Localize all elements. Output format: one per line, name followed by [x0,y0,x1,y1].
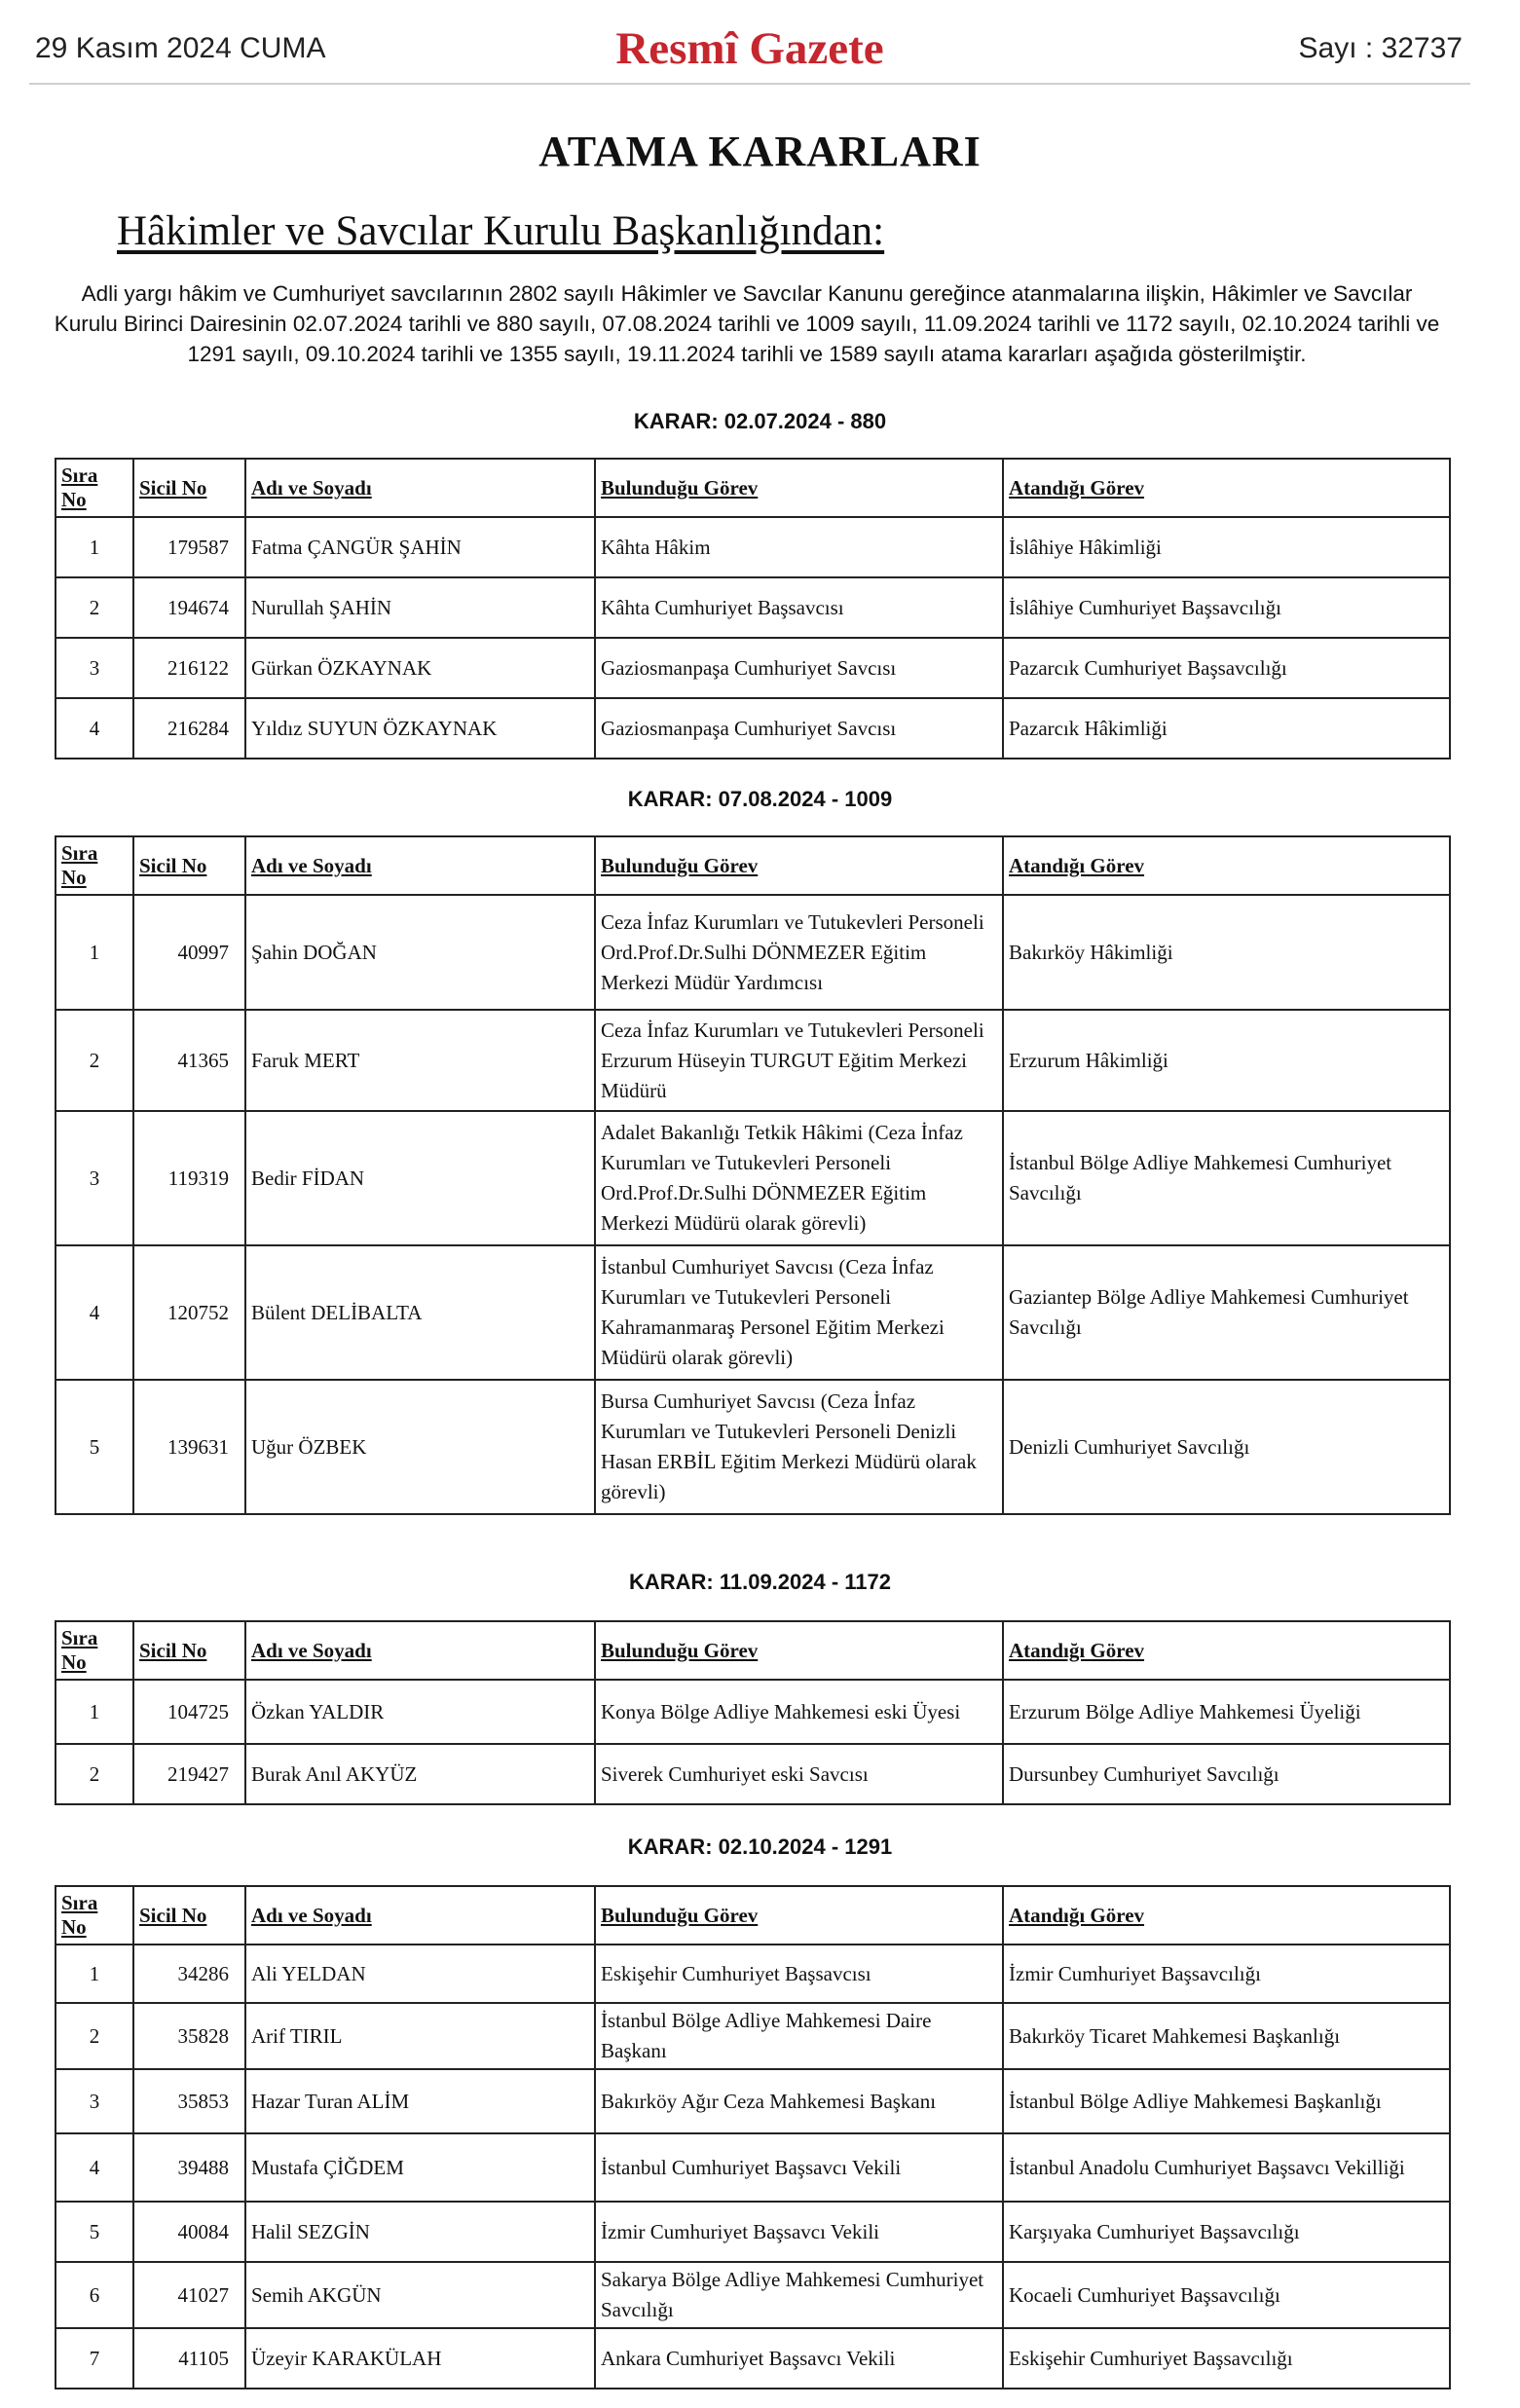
cell-atandigi: İslâhiye Cumhuriyet Başsavcılığı [1003,577,1450,638]
cell-bulundugu: Kâhta Hâkim [595,517,1003,577]
table-header-row [56,836,1450,895]
decision-title: KARAR: 11.09.2024 - 1172 [628,1570,892,1594]
table-row [56,2133,1450,2202]
table-row [56,638,1450,698]
cell-sicil: 41365 [133,1010,245,1111]
cell-bulundugu: Gaziosmanpaşa Cumhuriyet Savcısı [595,698,1003,759]
cell-sira: 1 [56,1680,133,1744]
decision-title: KARAR: 07.08.2024 - 1009 [627,787,893,811]
table-row [56,895,1450,1010]
decision-table [55,1620,1451,1805]
cell-sira: 5 [56,2202,133,2262]
decision-table [55,1885,1451,2389]
table-row [56,2328,1450,2389]
table-row [56,2202,1450,2262]
cell-sira: 1 [56,895,133,1010]
cell-atandigi: İstanbul Bölge Adliye Mahkemesi Başkanlığı [1003,2069,1450,2133]
cell-adi: Uğur ÖZBEK [245,1380,595,1514]
column-header-sicil: Sicil No [133,1621,245,1680]
cell-atandigi: Bakırköy Ticaret Mahkemesi Başkanlığı [1003,2003,1450,2069]
cell-sicil: 179587 [133,517,245,577]
cell-adi: Üzeyir KARAKÜLAH [245,2328,595,2389]
cell-adi: Arif TIRIL [245,2003,595,2069]
table-row [56,1680,1450,1744]
cell-adi: Mustafa ÇİĞDEM [245,2133,595,2202]
table-header-row [56,459,1450,517]
table-row [56,1945,1450,2003]
cell-atandigi: Erzurum Bölge Adliye Mahkemesi Üyeliği [1003,1680,1450,1744]
cell-adi: Ali YELDAN [245,1945,595,2003]
cell-sicil: 139631 [133,1380,245,1514]
column-header-adi: Adı ve Soyadı [245,1621,595,1680]
column-header-atandigi: Atandığı Görev [1003,1621,1450,1680]
cell-sicil: 41027 [133,2262,245,2328]
cell-bulundugu: Ceza İnfaz Kurumları ve Tutukevleri Personeli Erzurum Hüseyin TURGUT Eğitim Merkezi Müdürü [595,1010,1003,1111]
cell-bulundugu: Bakırköy Ağır Ceza Mahkemesi Başkanı [595,2069,1003,2133]
cell-bulundugu: İstanbul Bölge Adliye Mahkemesi Daire Başkanı [595,2003,1003,2069]
table-row [56,1245,1450,1380]
column-header-bulundugu: Bulunduğu Görev [595,1621,1003,1680]
issue-number: Sayı : 32737 [1298,32,1463,64]
table-row [56,577,1450,638]
decision-table [55,835,1451,1515]
cell-bulundugu: İzmir Cumhuriyet Başsavcı Vekili [595,2202,1003,2262]
cell-atandigi: İstanbul Bölge Adliye Mahkemesi Cumhuriyet Savcılığı [1003,1111,1450,1245]
cell-adi: Gürkan ÖZKAYNAK [245,638,595,698]
cell-sicil: 194674 [133,577,245,638]
table-row [56,1111,1450,1245]
decision-table [55,458,1451,759]
cell-sicil: 34286 [133,1945,245,2003]
cell-adi: Hazar Turan ALİM [245,2069,595,2133]
cell-bulundugu: Adalet Bakanlığı Tetkik Hâkimi (Ceza İnfaz Kurumları ve Tutukevleri Personeli Ord.Prof.Dr.Sulhi DÖNMEZER Eğitim Merkezi Müdürü olarak görevli) [595,1111,1003,1245]
column-header-bulundugu: Bulunduğu Görev [595,836,1003,895]
column-header-atandigi: Atandığı Görev [1003,459,1450,517]
cell-sira: 2 [56,577,133,638]
cell-bulundugu: Ceza İnfaz Kurumları ve Tutukevleri Personeli Ord.Prof.Dr.Sulhi DÖNMEZER Eğitim Merkezi Müdür Yardımcısı [595,895,1003,1010]
column-header-bulundugu: Bulunduğu Görev [595,1886,1003,1945]
cell-adi: Bülent DELİBALTA [245,1245,595,1380]
cell-atandigi: Erzurum Hâkimliği [1003,1010,1450,1111]
document-title: ATAMA KARARLARI [538,128,982,175]
cell-sicil: 41105 [133,2328,245,2389]
cell-adi: Halil SEZGİN [245,2202,595,2262]
column-header-atandigi: Atandığı Görev [1003,836,1450,895]
cell-adi: Nurullah ŞAHİN [245,577,595,638]
column-header-sicil: Sicil No [133,459,245,517]
cell-sicil: 120752 [133,1245,245,1380]
cell-sira: 3 [56,638,133,698]
table-header-row [56,1886,1450,1945]
cell-atandigi: Kocaeli Cumhuriyet Başsavcılığı [1003,2262,1450,2328]
cell-atandigi: Gaziantep Bölge Adliye Mahkemesi Cumhuriyet Savcılığı [1003,1245,1450,1380]
column-header-sira: Sıra No [56,836,133,895]
cell-bulundugu: Kâhta Cumhuriyet Başsavcısı [595,577,1003,638]
cell-sicil: 104725 [133,1680,245,1744]
cell-bulundugu: Bursa Cumhuriyet Savcısı (Ceza İnfaz Kurumları ve Tutukevleri Personeli Denizli Hasan ERBİL Eğitim Merkezi Müdürü olarak görevli) [595,1380,1003,1514]
cell-sira: 6 [56,2262,133,2328]
column-header-adi: Adı ve Soyadı [245,459,595,517]
cell-adi: Şahin DOĞAN [245,895,595,1010]
cell-bulundugu: İstanbul Cumhuriyet Savcısı (Ceza İnfaz Kurumları ve Tutukevleri Personeli Kahramanmaraş Personel Eğitim Merkezi Müdürü olarak görevli) [595,1245,1003,1380]
cell-atandigi: Denizli Cumhuriyet Savcılığı [1003,1380,1450,1514]
cell-sira: 1 [56,517,133,577]
cell-sicil: 35828 [133,2003,245,2069]
cell-sira: 4 [56,698,133,759]
gazette-title: Resmî Gazete [615,23,884,74]
column-header-adi: Adı ve Soyadı [245,836,595,895]
cell-adi: Özkan YALDIR [245,1680,595,1744]
table-row [56,2262,1450,2328]
column-header-sira: Sıra No [56,1886,133,1945]
cell-sira: 1 [56,1945,133,2003]
cell-adi: Bedir FİDAN [245,1111,595,1245]
cell-atandigi: Pazarcık Cumhuriyet Başsavcılığı [1003,638,1450,698]
table-row [56,2069,1450,2133]
cell-atandigi: Pazarcık Hâkimliği [1003,698,1450,759]
table-row [56,1744,1450,1804]
gazette-header [29,24,1470,85]
cell-sicil: 119319 [133,1111,245,1245]
table-header-row [56,1621,1450,1680]
cell-sicil: 219427 [133,1744,245,1804]
cell-bulundugu: Siverek Cumhuriyet eski Savcısı [595,1744,1003,1804]
cell-atandigi: İstanbul Anadolu Cumhuriyet Başsavcı Vekilliği [1003,2133,1450,2202]
issuing-authority: Hâkimler ve Savcılar Kurulu Başkanlığından: [117,208,885,254]
decision-title: KARAR: 02.10.2024 - 1291 [627,1834,893,1859]
table-row [56,1010,1450,1111]
column-header-sicil: Sicil No [133,1886,245,1945]
cell-sira: 3 [56,2069,133,2133]
cell-sicil: 35853 [133,2069,245,2133]
decision-title: KARAR: 02.07.2024 - 880 [633,409,887,433]
cell-atandigi: İslâhiye Hâkimliği [1003,517,1450,577]
cell-adi: Yıldız SUYUN ÖZKAYNAK [245,698,595,759]
cell-adi: Faruk MERT [245,1010,595,1111]
cell-adi: Fatma ÇANGÜR ŞAHİN [245,517,595,577]
cell-sicil: 216122 [133,638,245,698]
cell-sira: 4 [56,2133,133,2202]
table-row [56,2003,1450,2069]
intro-paragraph: Adli yargı hâkim ve Cumhuriyet savcılarının 2802 sayılı Hâkimler ve Savcılar Kanunu gereğince atanmalarına ilişkin, Hâkimler ve Savcılar Kurulu Birinci Dairesinin 02.07.2024 tarihli ve 880 sayılı, 07.08.2024 tarihli ve 1009 sayılı, 11.09.2024 tarihli ve 1172 sayılı, 02.10.2024 tarihli ve 1291 sayılı, 09.10.2024 tarihli ve 1355 sayılı, 19.11.2024 tarihli ve 1589 sayılı atama kararları aşağıda gösterilmiştir. [54,281,1440,366]
cell-sira: 2 [56,1744,133,1804]
column-header-adi: Adı ve Soyadı [245,1886,595,1945]
column-header-sicil: Sicil No [133,836,245,895]
issue-date: 29 Kasım 2024 CUMA [35,32,326,64]
cell-bulundugu: Eskişehir Cumhuriyet Başsavcısı [595,1945,1003,2003]
table-row [56,1380,1450,1514]
cell-atandigi: Bakırköy Hâkimliği [1003,895,1450,1010]
cell-sira: 4 [56,1245,133,1380]
cell-sira: 2 [56,1010,133,1111]
cell-sira: 5 [56,1380,133,1514]
cell-adi: Burak Anıl AKYÜZ [245,1744,595,1804]
cell-atandigi: Eskişehir Cumhuriyet Başsavcılığı [1003,2328,1450,2389]
cell-bulundugu: İstanbul Cumhuriyet Başsavcı Vekili [595,2133,1003,2202]
cell-sira: 3 [56,1111,133,1245]
column-header-bulundugu: Bulunduğu Görev [595,459,1003,517]
cell-sicil: 216284 [133,698,245,759]
column-header-atandigi: Atandığı Görev [1003,1886,1450,1945]
column-header-sira: Sıra No [56,1621,133,1680]
cell-atandigi: Dursunbey Cumhuriyet Savcılığı [1003,1744,1450,1804]
cell-atandigi: İzmir Cumhuriyet Başsavcılığı [1003,1945,1450,2003]
cell-sira: 7 [56,2328,133,2389]
cell-bulundugu: Konya Bölge Adliye Mahkemesi eski Üyesi [595,1680,1003,1744]
cell-sicil: 40084 [133,2202,245,2262]
cell-bulundugu: Sakarya Bölge Adliye Mahkemesi Cumhuriyet Savcılığı [595,2262,1003,2328]
cell-sicil: 39488 [133,2133,245,2202]
cell-sira: 2 [56,2003,133,2069]
table-row [56,517,1450,577]
column-header-sira: Sıra No [56,459,133,517]
cell-atandigi: Karşıyaka Cumhuriyet Başsavcılığı [1003,2202,1450,2262]
cell-bulundugu: Ankara Cumhuriyet Başsavcı Vekili [595,2328,1003,2389]
cell-sicil: 40997 [133,895,245,1010]
table-row [56,698,1450,759]
cell-adi: Semih AKGÜN [245,2262,595,2328]
cell-bulundugu: Gaziosmanpaşa Cumhuriyet Savcısı [595,638,1003,698]
